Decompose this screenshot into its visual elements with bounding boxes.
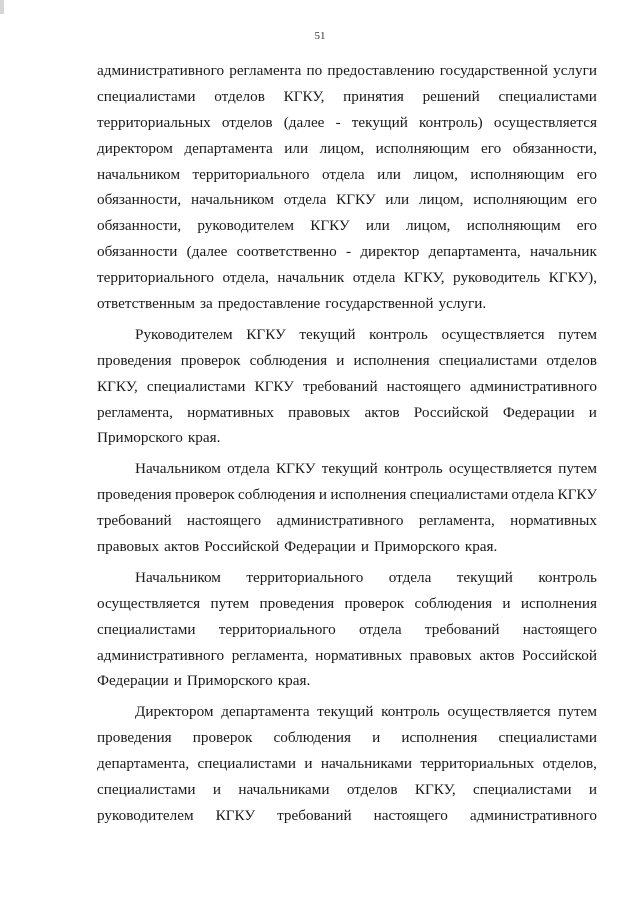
paragraph-5-line: Директором департамента текущий контроль осуществляется путем (135, 703, 597, 721)
paragraph-1-line: территориальных отделов (далее - текущий контроль) осуществляется (97, 113, 597, 131)
document-body (97, 58, 597, 829)
paragraph-4-line: специалистами территориального отдела требований настоящего (97, 620, 597, 638)
paragraph-2-line: КГКУ, специалистами КГКУ требований настоящего административного (97, 377, 597, 395)
paragraph-1-line: административного регламента по предоставлению государственной услуги (97, 62, 597, 79)
paragraph-1-line: специалистами отделов КГКУ, принятия решений специалистами (97, 87, 597, 105)
paragraph-2-line: проведения проверок соблюдения и исполнения специалистами отделов (97, 351, 597, 369)
paragraph-2-line: регламента, нормативных правовых актов Российской Федерации и (97, 403, 597, 421)
paragraph-2-line: Руководителем КГКУ текущий контроль осуществляется путем (135, 325, 597, 343)
paragraph-1-line: территориального отдела, начальник отдела КГКУ, руководитель КГКУ), (97, 269, 597, 287)
paragraph-5-line: проведения проверок соблюдения и исполнения специалистами (97, 729, 597, 747)
paragraph-1-line: ответственным за предоставление государственной услуги. (97, 295, 487, 313)
paragraph-4-line: административного регламента, нормативных правовых актов Российской (97, 646, 597, 664)
scan-edge-mark (0, 0, 4, 14)
paragraph-1-line: директором департамента или лицом, исполняющим его обязанности, (97, 139, 597, 157)
paragraph-5-line: специалистами и начальниками отделов КГКУ, специалистами и (97, 781, 597, 799)
paragraph-3-line: проведения проверок соблюдения и исполнения специалистами отдела КГКУ (97, 486, 597, 504)
paragraph-3-line: Начальником отдела КГКУ текущий контроль осуществляется путем (135, 460, 597, 478)
paragraph-4-line: Начальником территориального отдела текущий контроль (135, 568, 597, 586)
paragraph-4-line: осуществляется путем проведения проверок соблюдения и исполнения (97, 594, 597, 612)
paragraph-5-line: департамента, специалистами и начальниками территориальных отделов, (97, 755, 597, 773)
page-number: 51 (314, 30, 326, 42)
paragraph-3-line: требований настоящего административного регламента, нормативных (97, 512, 597, 530)
paragraph-5-line: руководителем КГКУ требований настоящего административного (97, 806, 597, 824)
paragraph-1-line: обязанности, руководителем КГКУ или лицом, исполняющим его (97, 217, 597, 235)
paragraph-1-line: обязанности, начальником отдела КГКУ или лицом, исполняющим его (97, 191, 597, 209)
paragraph-1-line: обязанности (далее соответственно - директор департамента, начальник (97, 243, 597, 261)
paragraph-3-line: правовых актов Российской Федерации и Приморского края. (97, 538, 498, 556)
paragraph-2-line: Приморского края. (97, 429, 221, 447)
paragraph-1-line: начальником территориального отдела или лицом, исполняющим его (97, 165, 597, 183)
paragraph-4-line: Федерации и Приморского края. (97, 672, 311, 690)
